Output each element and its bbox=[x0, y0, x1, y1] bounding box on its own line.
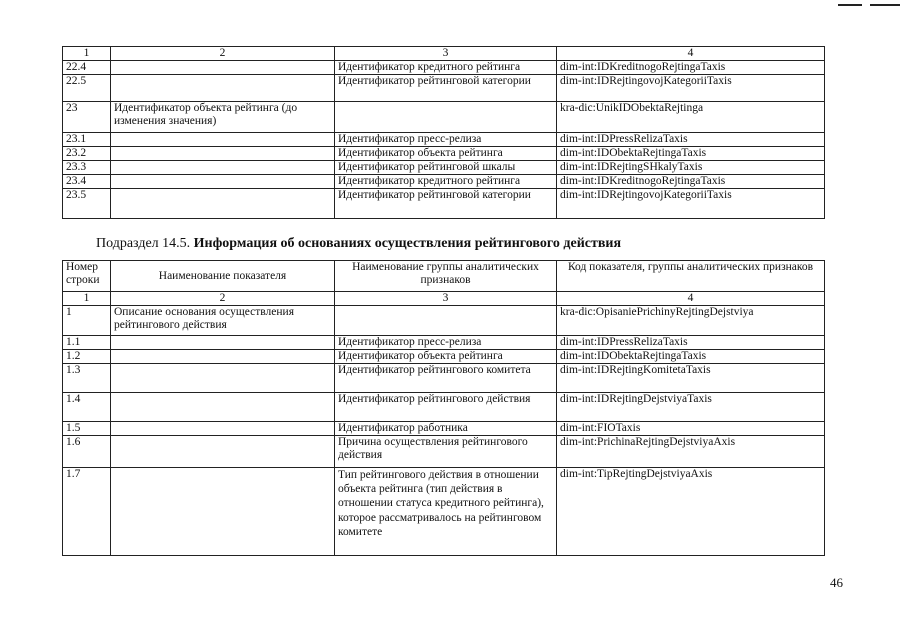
subsection-prefix: Подраздел 14.5. bbox=[96, 236, 194, 251]
indicator-code: dim-int:IDPressRelizaTaxis bbox=[557, 336, 825, 350]
col-number: 4 bbox=[557, 47, 825, 61]
indicator-name bbox=[111, 422, 335, 436]
indicator-name bbox=[111, 161, 335, 175]
group-name: Идентификатор пресс-релиза bbox=[335, 336, 557, 350]
table-row bbox=[63, 133, 825, 147]
group-name: Тип рейтингового действия в отношении объекта рейтинга (тип действия в отношении статуса кредитного рейтинга), которое рассматривалось на рейтинговом комитете bbox=[335, 468, 557, 556]
indicator-name bbox=[111, 75, 335, 102]
row-number: 1.5 bbox=[63, 422, 111, 436]
indicator-code: dim-int:IDKreditnogoRejtingaTaxis bbox=[557, 61, 825, 75]
indicator-code: dim-int:IDRejtingovojKategoriiTaxis bbox=[557, 75, 825, 102]
group-name: Идентификатор рейтингового действия bbox=[335, 393, 557, 422]
table-row bbox=[63, 364, 825, 393]
table-header-row bbox=[63, 261, 825, 292]
indicator-name: Идентификатор объекта рейтинга (до изменения значения) bbox=[111, 102, 335, 133]
row-number: 1.7 bbox=[63, 468, 111, 556]
table-number-row bbox=[63, 47, 825, 61]
group-name bbox=[335, 306, 557, 336]
group-name: Идентификатор рейтинговой категории bbox=[335, 189, 557, 219]
col-number: 2 bbox=[111, 292, 335, 306]
table-row bbox=[63, 306, 825, 336]
indicator-name bbox=[111, 189, 335, 219]
row-number: 1.4 bbox=[63, 393, 111, 422]
indicator-code: dim-int:IDObektaRejtingaTaxis bbox=[557, 147, 825, 161]
indicator-code: dim-int:IDRejtingKomitetaTaxis bbox=[557, 364, 825, 393]
table-row bbox=[63, 468, 825, 556]
col-number: 2 bbox=[111, 47, 335, 61]
page-number: 46 bbox=[830, 575, 843, 590]
table-row bbox=[63, 189, 825, 219]
indicator-code: dim-int:IDRejtingSHkalyTaxis bbox=[557, 161, 825, 175]
group-name: Идентификатор кредитного рейтинга bbox=[335, 61, 557, 75]
table-row bbox=[63, 350, 825, 364]
column-header: Наименование показателя bbox=[111, 261, 335, 292]
col-number: 1 bbox=[63, 47, 111, 61]
indicator-name bbox=[111, 364, 335, 393]
group-name: Идентификатор пресс-релиза bbox=[335, 133, 557, 147]
table-row bbox=[63, 147, 825, 161]
subsection-title: Информация об основаниях осуществления рейтингового действия bbox=[193, 236, 622, 251]
table-row bbox=[63, 102, 825, 133]
col-number: 3 bbox=[335, 47, 557, 61]
indicator-name bbox=[111, 175, 335, 189]
table-row bbox=[63, 422, 825, 436]
group-name: Идентификатор рейтингового комитета bbox=[335, 364, 557, 393]
group-name: Идентификатор рейтинговой категории bbox=[335, 75, 557, 102]
indicator-name bbox=[111, 336, 335, 350]
indicator-name bbox=[111, 133, 335, 147]
indicator-code: dim-int:TipRejtingDejstviyaAxis bbox=[557, 468, 825, 556]
group-name: Идентификатор рейтинговой шкалы bbox=[335, 161, 557, 175]
corner-mark-left bbox=[838, 4, 862, 6]
indicator-name bbox=[111, 468, 335, 556]
indicator-code: dim-int:IDKreditnogoRejtingaTaxis bbox=[557, 175, 825, 189]
corner-mark-right bbox=[870, 4, 900, 6]
table-row bbox=[63, 393, 825, 422]
row-number: 23.5 bbox=[63, 189, 111, 219]
row-number: 1.6 bbox=[63, 436, 111, 468]
indicator-code: kra-dic:OpisaniePrichinyRejtingDejstviya bbox=[557, 306, 825, 336]
group-name: Идентификатор кредитного рейтинга bbox=[335, 175, 557, 189]
table-row bbox=[63, 61, 825, 75]
column-header: Код показателя, группы аналитических признаков bbox=[557, 261, 825, 292]
row-number: 23.2 bbox=[63, 147, 111, 161]
col-number: 1 bbox=[63, 292, 111, 306]
indicator-name: Описание основания осуществления рейтингового действия bbox=[111, 306, 335, 336]
row-number: 23.4 bbox=[63, 175, 111, 189]
table-row bbox=[63, 436, 825, 468]
row-number: 23.1 bbox=[63, 133, 111, 147]
row-number: 23 bbox=[63, 102, 111, 133]
row-number: 1 bbox=[63, 306, 111, 336]
table-number-row bbox=[63, 292, 825, 306]
indicator-code: dim-int:PrichinaRejtingDejstviyaAxis bbox=[557, 436, 825, 468]
group-name: Идентификатор объекта рейтинга bbox=[335, 350, 557, 364]
row-number: 1.3 bbox=[63, 364, 111, 393]
column-header: Наименование группы аналитических признаков bbox=[335, 261, 557, 292]
group-name bbox=[335, 102, 557, 133]
row-number: 1.2 bbox=[63, 350, 111, 364]
table-row bbox=[63, 175, 825, 189]
table-row bbox=[63, 336, 825, 350]
indicator-code: dim-int:IDPressRelizaTaxis bbox=[557, 133, 825, 147]
table-lower bbox=[62, 260, 825, 556]
indicator-name bbox=[111, 61, 335, 75]
column-header: Номер строки bbox=[63, 261, 111, 292]
subsection-heading bbox=[96, 236, 621, 252]
col-number: 4 bbox=[557, 292, 825, 306]
indicator-code: dim-int:IDObektaRejtingaTaxis bbox=[557, 350, 825, 364]
group-name: Идентификатор работника bbox=[335, 422, 557, 436]
indicator-name bbox=[111, 147, 335, 161]
indicator-name bbox=[111, 350, 335, 364]
indicator-code: dim-int:IDRejtingovojKategoriiTaxis bbox=[557, 189, 825, 219]
row-number: 22.4 bbox=[63, 61, 111, 75]
table-row bbox=[63, 75, 825, 102]
indicator-name bbox=[111, 436, 335, 468]
group-name: Идентификатор объекта рейтинга bbox=[335, 147, 557, 161]
row-number: 22.5 bbox=[63, 75, 111, 102]
table-row bbox=[63, 161, 825, 175]
table-upper bbox=[62, 46, 825, 219]
indicator-name bbox=[111, 393, 335, 422]
row-number: 23.3 bbox=[63, 161, 111, 175]
indicator-code: kra-dic:UnikIDObektaRejtinga bbox=[557, 102, 825, 133]
indicator-code: dim-int:IDRejtingDejstviyaTaxis bbox=[557, 393, 825, 422]
row-number: 1.1 bbox=[63, 336, 111, 350]
col-number: 3 bbox=[335, 292, 557, 306]
indicator-code: dim-int:FIOTaxis bbox=[557, 422, 825, 436]
group-name: Причина осуществления рейтингового действия bbox=[335, 436, 557, 468]
